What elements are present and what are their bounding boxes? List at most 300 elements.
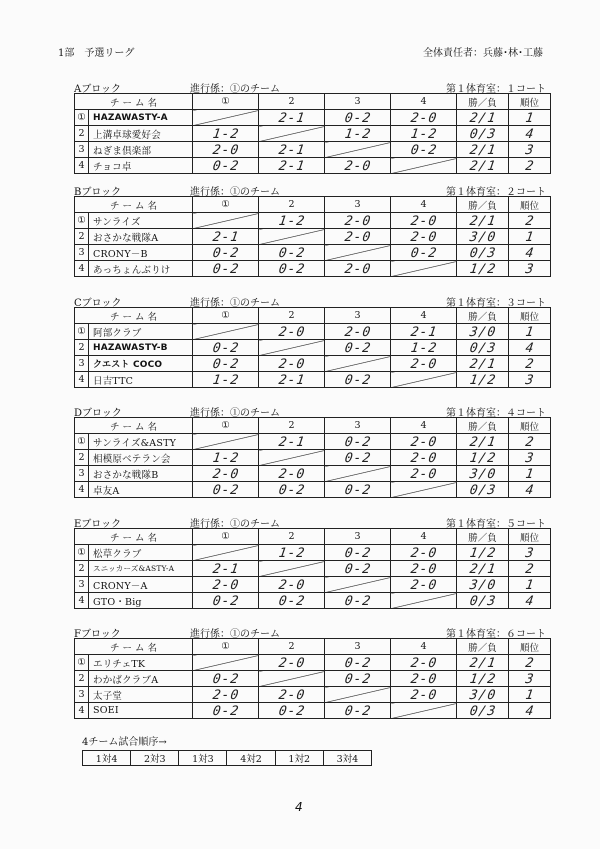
score-cell: 0-2 (257, 245, 325, 261)
score-cell: 0-2 (191, 703, 259, 719)
team-row (75, 450, 551, 466)
score-cell: 2-0 (389, 687, 457, 703)
score-cell: 0-2 (323, 703, 391, 719)
col-3-header: 3 (325, 308, 391, 324)
team-name: ねぎま倶楽部 (89, 142, 193, 158)
team-index: 4 (75, 261, 89, 277)
self-match-cell (193, 655, 259, 671)
record-cell: 2/1 (455, 213, 509, 229)
score-cell: 1-2 (191, 450, 259, 466)
match-order-table (82, 750, 372, 766)
team-index: 4 (75, 482, 89, 498)
team-row (75, 213, 551, 229)
match-order-item: 2対3 (131, 751, 179, 766)
page-title: 1部 予選リーグ (58, 48, 135, 59)
rank-cell: 4 (507, 126, 551, 142)
team-name: HAZAWASTY-A (89, 110, 193, 126)
score-cell: 2-0 (389, 545, 457, 561)
score-cell: 2-0 (389, 450, 457, 466)
block-name: Dブロック (74, 408, 122, 419)
col-rank-header: 順位 (509, 529, 551, 545)
score-cell: 0-2 (191, 158, 259, 174)
record-cell: 2/1 (455, 356, 509, 372)
record-cell: 3/0 (455, 324, 509, 340)
self-match-cell (325, 687, 391, 703)
score-cell: 2-0 (389, 229, 457, 245)
col-record-header: 勝／負 (457, 529, 509, 545)
score-cell: 2-1 (257, 372, 325, 388)
team-name: おさかな戦隊A (89, 229, 193, 245)
table-header-row (75, 308, 551, 324)
score-cell: 2-0 (389, 434, 457, 450)
team-row (75, 245, 551, 261)
col-record-header: 勝／負 (457, 418, 509, 434)
score-cell: 0-2 (389, 245, 457, 261)
league-table (74, 93, 551, 174)
score-cell: 2-0 (389, 356, 457, 372)
block-d (74, 404, 550, 498)
table-header-row (75, 418, 551, 434)
team-row (75, 261, 551, 277)
col-record-header: 勝／負 (457, 197, 509, 213)
team-name: 相模原ベテラン会 (89, 450, 193, 466)
score-cell: 2-0 (323, 158, 391, 174)
score-cell: 0-2 (191, 671, 259, 687)
team-row (75, 324, 551, 340)
score-cell: 2-0 (191, 466, 259, 482)
score-cell: 2-0 (389, 110, 457, 126)
block-c (74, 294, 550, 388)
score-cell: 2-0 (323, 324, 391, 340)
col-3-header: 3 (325, 197, 391, 213)
score-cell: 0-2 (323, 593, 391, 609)
rank-cell: 4 (507, 245, 551, 261)
team-row (75, 126, 551, 142)
match-order (82, 733, 372, 766)
block-manager: 進行係：①のチーム (190, 519, 280, 530)
self-match-cell (193, 434, 259, 450)
team-name: SOEI (89, 703, 193, 719)
record-cell: 1/2 (455, 450, 509, 466)
block-b (74, 183, 550, 277)
record-cell: 0/3 (455, 482, 509, 498)
self-match-cell (391, 703, 457, 719)
record-cell: 2/1 (455, 655, 509, 671)
record-cell: 1/2 (455, 372, 509, 388)
team-name: HAZAWASTY-B (89, 340, 193, 356)
col-team-header: チ ー ム 名 (75, 308, 193, 324)
rank-cell: 3 (507, 372, 551, 388)
league-table (74, 417, 551, 498)
self-match-cell (259, 126, 325, 142)
record-cell: 0/3 (455, 340, 509, 356)
rank-cell: 1 (507, 110, 551, 126)
self-match-cell (391, 158, 457, 174)
team-row (75, 687, 551, 703)
team-row (75, 482, 551, 498)
score-cell: 0-2 (323, 434, 391, 450)
table-header-row (75, 94, 551, 110)
col-2-header: 2 (259, 529, 325, 545)
block-header (74, 404, 550, 417)
rank-cell: 2 (507, 213, 551, 229)
block-f (74, 625, 550, 719)
team-index: 3 (75, 142, 89, 158)
col-1-header: ① (193, 197, 259, 213)
block-court: 第１体育室：５コート (446, 519, 546, 530)
team-name: 日吉TTC (89, 372, 193, 388)
rank-cell: 3 (507, 545, 551, 561)
record-cell: 0/3 (455, 245, 509, 261)
team-index: 4 (75, 372, 89, 388)
score-cell: 0-2 (323, 372, 391, 388)
block-header (74, 80, 550, 93)
record-cell: 2/1 (455, 110, 509, 126)
score-cell: 2-0 (257, 466, 325, 482)
match-order-item: 3対4 (323, 751, 371, 766)
score-cell: 2-0 (257, 356, 325, 372)
score-cell: 0-2 (191, 593, 259, 609)
score-cell: 0-2 (389, 142, 457, 158)
team-name: 上溝卓球愛好会 (89, 126, 193, 142)
score-cell: 1-2 (257, 545, 325, 561)
team-row (75, 577, 551, 593)
score-cell: 0-2 (323, 545, 391, 561)
team-row (75, 142, 551, 158)
league-table (74, 528, 551, 609)
team-name: 卓友A (89, 482, 193, 498)
team-name: スニッカーズ&ASTY-A (89, 561, 193, 577)
table-header-row (75, 529, 551, 545)
record-cell: 3/0 (455, 687, 509, 703)
match-order-item: 1対3 (179, 751, 227, 766)
team-name: 松草クラブ (89, 545, 193, 561)
record-cell: 2/1 (455, 142, 509, 158)
block-manager: 進行係：①のチーム (190, 408, 280, 419)
block-court: 第１体育室：２コート (446, 187, 546, 198)
league-table (74, 638, 551, 719)
league-table (74, 196, 551, 277)
team-row (75, 561, 551, 577)
team-index: 3 (75, 577, 89, 593)
score-cell: 1-2 (191, 372, 259, 388)
score-cell: 1-2 (191, 126, 259, 142)
col-3-header: 3 (325, 418, 391, 434)
team-row (75, 466, 551, 482)
team-row (75, 340, 551, 356)
record-cell: 2/1 (455, 561, 509, 577)
col-1-header: ① (193, 529, 259, 545)
block-header (74, 294, 550, 307)
score-cell: 2-1 (257, 142, 325, 158)
league-table (74, 307, 551, 388)
record-cell: 3/0 (455, 577, 509, 593)
page-number: 4 (295, 800, 303, 814)
responsible-persons: 全体責任者：兵藤･林･工藤 (423, 48, 543, 59)
self-match-cell (325, 356, 391, 372)
team-row (75, 158, 551, 174)
team-row (75, 110, 551, 126)
self-match-cell (325, 466, 391, 482)
team-name: エリチェTK (89, 655, 193, 671)
team-index: 4 (75, 158, 89, 174)
col-team-header: チ ー ム 名 (75, 197, 193, 213)
score-cell: 2-0 (191, 577, 259, 593)
block-name: Aブロック (74, 84, 122, 95)
score-cell: 2-0 (257, 655, 325, 671)
score-cell: 2-0 (323, 229, 391, 245)
team-row (75, 356, 551, 372)
score-cell: 0-2 (191, 261, 259, 277)
col-4-header: 4 (391, 308, 457, 324)
score-cell: 0-2 (257, 593, 325, 609)
col-rank-header: 順位 (509, 639, 551, 655)
score-cell: 0-2 (323, 450, 391, 466)
self-match-cell (325, 577, 391, 593)
team-row (75, 545, 551, 561)
team-name: サンライズ (89, 213, 193, 229)
score-cell: 0-2 (323, 110, 391, 126)
block-name: Eブロック (74, 519, 122, 530)
col-1-header: ① (193, 639, 259, 655)
self-match-cell (325, 245, 391, 261)
team-index: ① (75, 110, 89, 126)
rank-cell: 3 (507, 671, 551, 687)
score-cell: 2-0 (191, 142, 259, 158)
score-cell: 1-2 (389, 126, 457, 142)
team-index: ① (75, 324, 89, 340)
score-cell: 0-2 (323, 671, 391, 687)
team-index: 2 (75, 671, 89, 687)
self-match-cell (193, 213, 259, 229)
score-cell: 2-0 (191, 687, 259, 703)
col-1-header: ① (193, 308, 259, 324)
record-cell: 1/2 (455, 545, 509, 561)
block-name: Cブロック (74, 298, 122, 309)
score-cell: 2-1 (191, 229, 259, 245)
rank-cell: 1 (507, 687, 551, 703)
team-index: 4 (75, 593, 89, 609)
team-name: あっちょんぶりけ (89, 261, 193, 277)
self-match-cell (259, 671, 325, 687)
col-2-header: 2 (259, 308, 325, 324)
block-court: 第１体育室：３コート (446, 298, 546, 309)
team-index: ① (75, 655, 89, 671)
col-rank-header: 順位 (509, 94, 551, 110)
team-row (75, 703, 551, 719)
team-index: 2 (75, 229, 89, 245)
col-4-header: 4 (391, 94, 457, 110)
rank-cell: 4 (507, 593, 551, 609)
team-index: 2 (75, 450, 89, 466)
rank-cell: 2 (507, 561, 551, 577)
col-rank-header: 順位 (509, 197, 551, 213)
col-record-header: 勝／負 (457, 639, 509, 655)
score-cell: 1-2 (389, 340, 457, 356)
team-name: 太子堂 (89, 687, 193, 703)
score-cell: 2-0 (389, 466, 457, 482)
rank-cell: 3 (507, 142, 551, 158)
self-match-cell (391, 593, 457, 609)
rank-cell: 4 (507, 482, 551, 498)
score-cell: 2-0 (389, 655, 457, 671)
score-cell: 2-1 (257, 158, 325, 174)
col-3-header: 3 (325, 639, 391, 655)
score-cell: 2-0 (323, 213, 391, 229)
self-match-cell (259, 340, 325, 356)
col-team-header: チ ー ム 名 (75, 94, 193, 110)
team-row (75, 434, 551, 450)
rank-cell: 2 (507, 655, 551, 671)
score-cell: 0-2 (257, 703, 325, 719)
score-cell: 0-2 (323, 482, 391, 498)
block-name: Fブロック (74, 629, 121, 640)
score-cell: 2-0 (257, 577, 325, 593)
team-index: 2 (75, 561, 89, 577)
rank-cell: 4 (507, 703, 551, 719)
self-match-cell (391, 261, 457, 277)
self-match-cell (391, 372, 457, 388)
block-header (74, 625, 550, 638)
record-cell: 3/0 (455, 466, 509, 482)
block-manager: 進行係：①のチーム (190, 629, 280, 640)
score-cell: 0-2 (191, 340, 259, 356)
match-order-label: 4チーム試合順序→ (82, 737, 167, 748)
score-cell: 0-2 (257, 261, 325, 277)
rank-cell: 1 (507, 577, 551, 593)
team-name: 阿部クラブ (89, 324, 193, 340)
block-manager: 進行係：①のチーム (190, 187, 280, 198)
score-cell: 0-2 (323, 340, 391, 356)
score-cell: 0-2 (191, 245, 259, 261)
block-name: Bブロック (74, 187, 122, 198)
team-index: ① (75, 213, 89, 229)
self-match-cell (259, 450, 325, 466)
rank-cell: 2 (507, 158, 551, 174)
team-name: CRONY－A (89, 577, 193, 593)
team-row (75, 593, 551, 609)
record-cell: 0/3 (455, 593, 509, 609)
record-cell: 2/1 (455, 158, 509, 174)
col-2-header: 2 (259, 639, 325, 655)
team-row (75, 229, 551, 245)
score-cell: 2-1 (389, 324, 457, 340)
col-1-header: ① (193, 94, 259, 110)
score-cell: 0-2 (191, 482, 259, 498)
score-cell: 0-2 (257, 482, 325, 498)
team-index: ① (75, 545, 89, 561)
block-manager: 進行係：①のチーム (190, 298, 280, 309)
score-cell: 0-2 (191, 356, 259, 372)
score-cell: 1-2 (257, 213, 325, 229)
score-cell: 2-0 (389, 577, 457, 593)
col-4-header: 4 (391, 418, 457, 434)
block-manager: 進行係：①のチーム (190, 84, 280, 95)
team-name: チョコ卓 (89, 158, 193, 174)
record-cell: 0/3 (455, 703, 509, 719)
team-row (75, 655, 551, 671)
score-cell: 2-0 (389, 561, 457, 577)
col-3-header: 3 (325, 529, 391, 545)
self-match-cell (391, 482, 457, 498)
team-index: 3 (75, 245, 89, 261)
block-header (74, 183, 550, 196)
team-name: GTO・Big (89, 593, 193, 609)
rank-cell: 1 (507, 229, 551, 245)
block-court: 第１体育室：１コート (446, 84, 546, 95)
team-index: 2 (75, 340, 89, 356)
col-2-header: 2 (259, 94, 325, 110)
team-name: CRONY－B (89, 245, 193, 261)
col-team-header: チ ー ム 名 (75, 418, 193, 434)
team-index: 2 (75, 126, 89, 142)
match-order-item: 1対4 (83, 751, 131, 766)
col-3-header: 3 (325, 94, 391, 110)
team-index: ① (75, 434, 89, 450)
score-cell: 2-1 (257, 110, 325, 126)
record-cell: 2/1 (455, 434, 509, 450)
rank-cell: 3 (507, 450, 551, 466)
team-name: サンライズ&ASTY (89, 434, 193, 450)
score-cell: 2-0 (257, 687, 325, 703)
col-1-header: ① (193, 418, 259, 434)
self-match-cell (193, 110, 259, 126)
col-4-header: 4 (391, 639, 457, 655)
score-cell: 2-0 (389, 671, 457, 687)
self-match-cell (259, 229, 325, 245)
self-match-cell (325, 142, 391, 158)
block-e (74, 515, 550, 609)
team-row (75, 671, 551, 687)
team-index: 3 (75, 687, 89, 703)
block-a (74, 80, 550, 174)
score-cell: 2-0 (389, 213, 457, 229)
team-index: 3 (75, 356, 89, 372)
table-header-row (75, 639, 551, 655)
block-court: 第１体育室：６コート (446, 629, 546, 640)
match-order-item: 4対2 (227, 751, 275, 766)
team-name: わかばクラブA (89, 671, 193, 687)
col-2-header: 2 (259, 418, 325, 434)
rank-cell: 2 (507, 434, 551, 450)
record-cell: 0/3 (455, 126, 509, 142)
col-record-header: 勝／負 (457, 308, 509, 324)
col-2-header: 2 (259, 197, 325, 213)
self-match-cell (259, 561, 325, 577)
rank-cell: 1 (507, 324, 551, 340)
col-rank-header: 順位 (509, 418, 551, 434)
block-header (74, 515, 550, 528)
self-match-cell (193, 324, 259, 340)
record-cell: 1/2 (455, 261, 509, 277)
rank-cell: 2 (507, 356, 551, 372)
col-team-header: チ ー ム 名 (75, 639, 193, 655)
team-row (75, 372, 551, 388)
col-rank-header: 順位 (509, 308, 551, 324)
score-cell: 2-0 (257, 324, 325, 340)
record-cell: 1/2 (455, 671, 509, 687)
col-record-header: 勝／負 (457, 94, 509, 110)
record-cell: 3/0 (455, 229, 509, 245)
rank-cell: 3 (507, 261, 551, 277)
score-cell: 2-1 (257, 434, 325, 450)
score-cell: 2-1 (191, 561, 259, 577)
score-cell: 2-0 (323, 261, 391, 277)
table-header-row (75, 197, 551, 213)
team-name: おさかな戦隊B (89, 466, 193, 482)
col-4-header: 4 (391, 197, 457, 213)
rank-cell: 4 (507, 340, 551, 356)
